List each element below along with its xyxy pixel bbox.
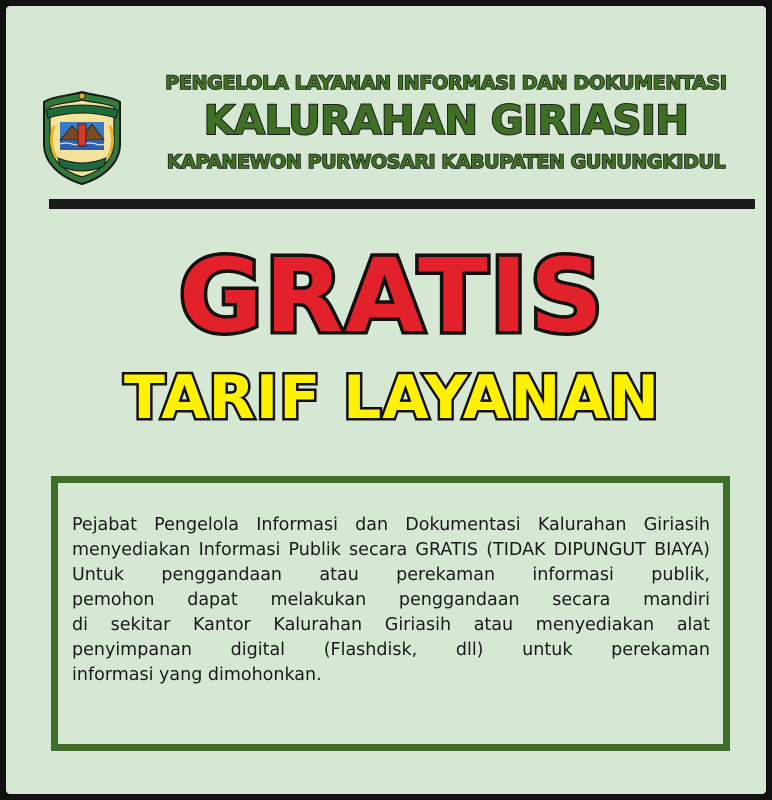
gunungkidul-emblem-icon	[36, 86, 128, 186]
header-divider	[49, 199, 755, 209]
info-box	[51, 476, 730, 751]
header-title-main: KALURAHAN GIRIASIH	[203, 98, 689, 144]
info-line: menyediakan Informasi Publik secara GRATIS (TIDAK DIPUNGUT BIAYA)	[72, 540, 710, 560]
header-title-line3: KAPANEWON PURWOSARI KABUPATEN GUNUNGKIDUL	[166, 151, 726, 173]
gratis-headline: GRATIS	[178, 237, 606, 356]
info-line: penyimpanan digital (Flashdisk, dll) untuk perekaman	[72, 640, 710, 660]
info-line: di sekitar Kantor Kalurahan Giriasih atau menyediakan alat	[72, 615, 710, 635]
info-line: pemohon dapat melakukan penggandaan secara mandiri	[72, 590, 710, 610]
tarif-layanan-subheadline: TARIF LAYANAN	[123, 363, 661, 433]
info-text	[72, 513, 710, 688]
info-line: Pejabat Pengelola Informasi dan Dokumentasi Kalurahan Giriasih	[72, 515, 710, 535]
info-line: informasi yang dimohonkan.	[72, 665, 322, 685]
header-title-line1: PENGELOLA LAYANAN INFORMASI DAN DOKUMENTASI	[165, 72, 727, 94]
poster	[6, 6, 766, 794]
info-line: Untuk penggandaan atau perekaman informasi publik,	[72, 565, 710, 585]
